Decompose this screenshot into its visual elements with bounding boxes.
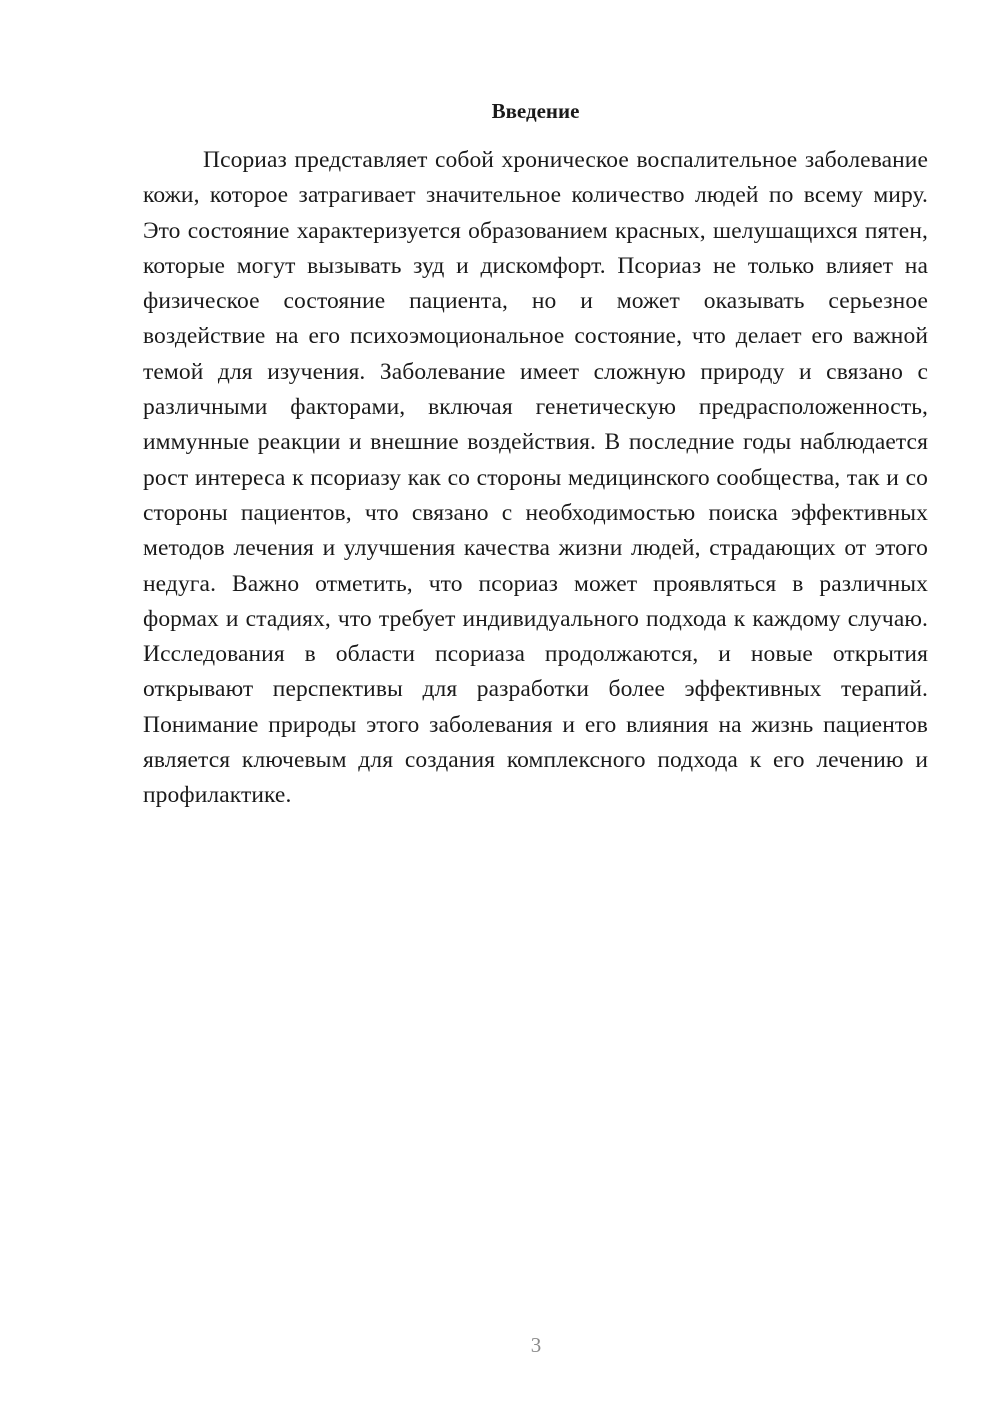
page-number: 3 [530, 1333, 542, 1357]
section-heading: Введение [491, 99, 580, 123]
intro-paragraph: Псориаз представляет собой хроническое воспалительное заболевание кожи, которое затрагивает значительное количество людей по всему миру. Это состояние характеризуется образованием красных, шелушащихся пятен, которые могут вызывать зуд и дискомфорт. Псориаз не только влияет на физическое состояние пациента, но и может оказывать серьезное воздействие на его психоэмоциональное состояние, что делает его важной темой для изучения. Заболевание имеет сложную природу и связано с различными факторами, включая генетическую предрасположенность, иммунные реакции и внешние воздействия. В последние годы наблюдается рост интереса к псориазу как со стороны медицинского сообщества, так и со стороны пациентов, что связано с необходимостью поиска эффективных методов лечения и улучшения качества жизни людей, страдающих от этого недуга. Важно отметить, что псориаз может проявляться в различных формах и стадиях, что требует индивидуального подхода к каждому случаю. Исследования в области псориаза продолжаются, и новые открытия открывают перспективы для разработки более эффективных терапий. Понимание природы этого заболевания и его влияния на жизнь пациентов является ключевым для создания комплексного подхода к его лечению и профилактике. [143, 147, 928, 809]
